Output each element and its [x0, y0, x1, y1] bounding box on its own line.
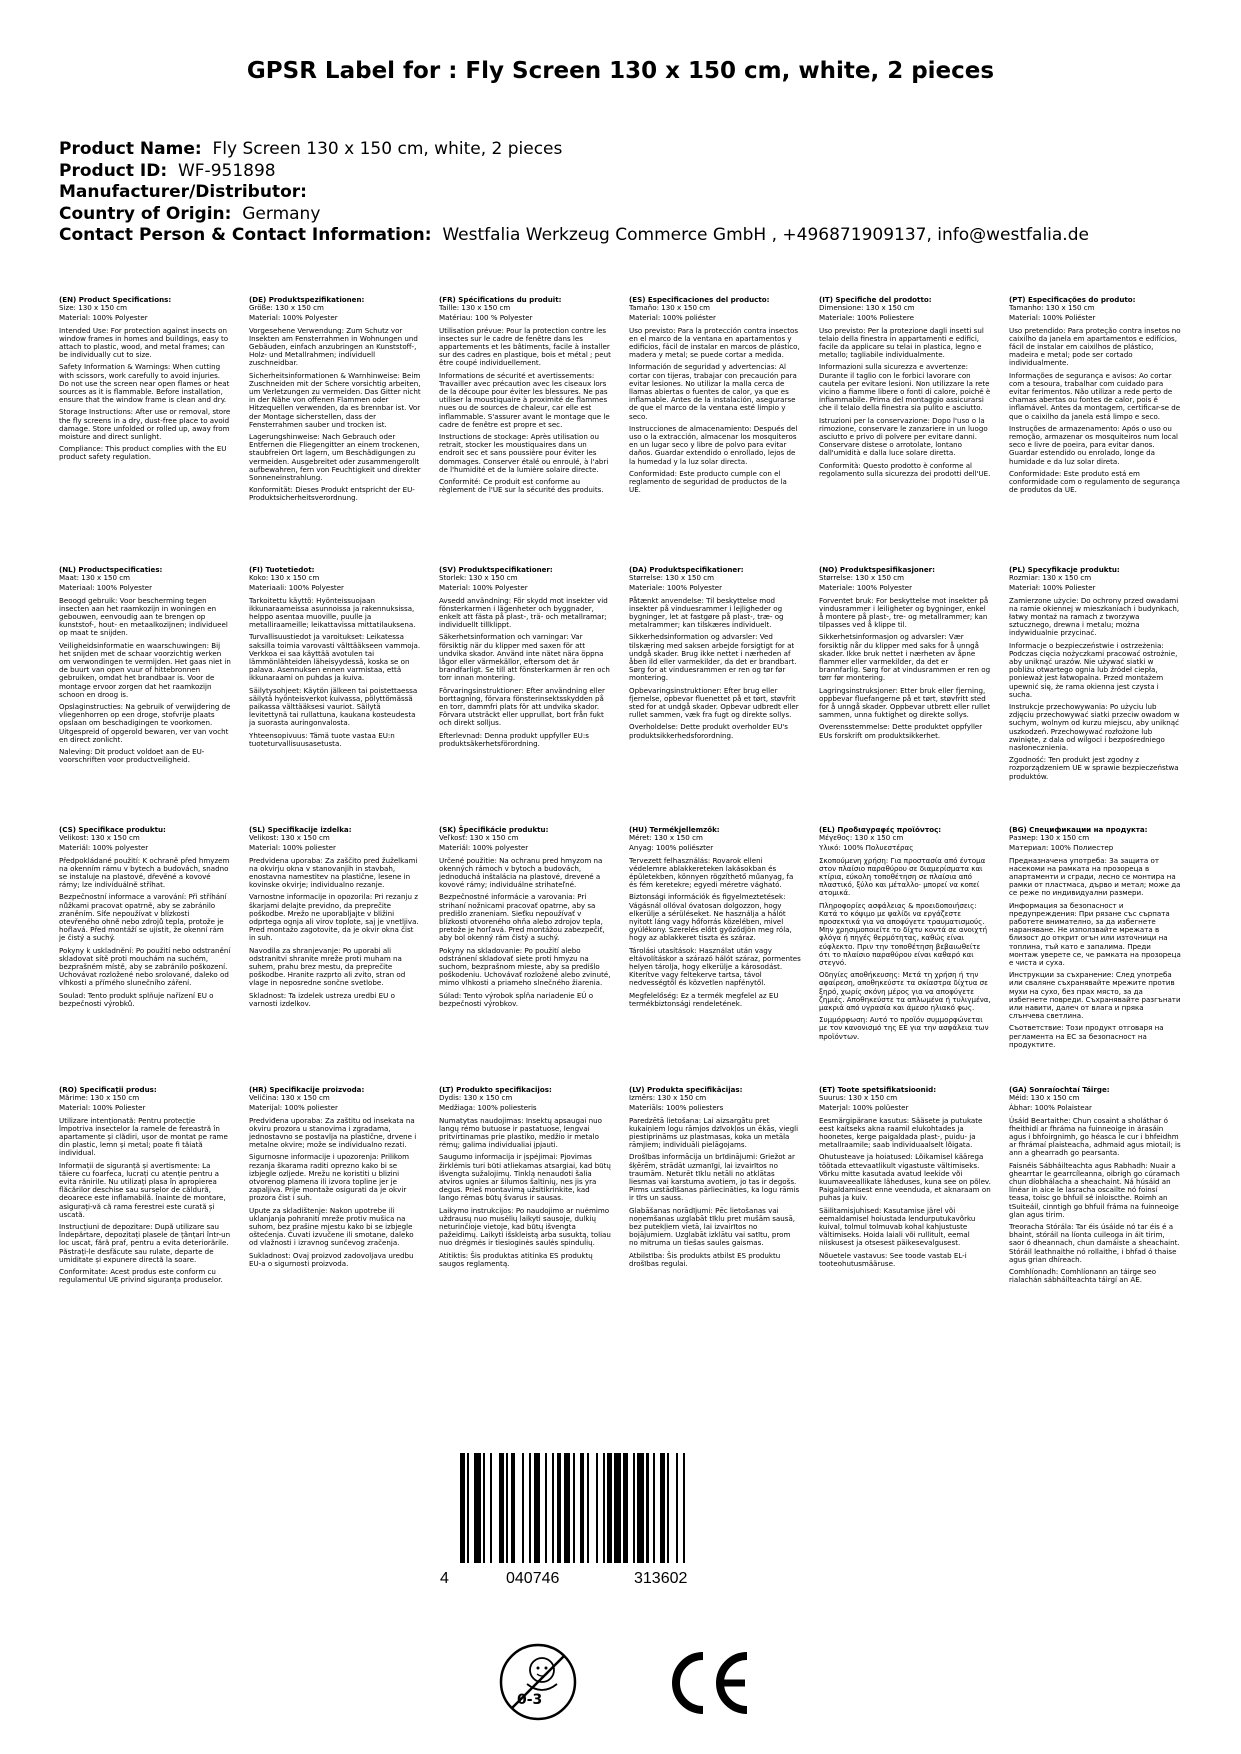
contact-line: Contact Person & Contact Information: Westfalia Werkzeug Commerce GmbH , +496871909137, info@westfalia.de	[59, 225, 1089, 245]
spec-line: Sicherheitsinformationen & Warnhinweise: Beim Zuschneiden mit der Schere vorsichtig arbeiten, um Verletzungen zu vermeiden. Das Gitter nicht in der Nähe von offenen Flammen oder Hitzequellen verwenden, da es brennbar ist. Vor der Montage sicherstellen, dass der Fensterrahmen sauber und trocken ist.	[249, 370, 421, 429]
spec-line: Materiale: 100% Polyester	[629, 583, 723, 593]
spec-line: Opslaginstructies: Na gebruik of verwijdering de vliegenhorren op een droge, stofvrije plaats opslaan om beschadigingen te voorkomen. Uitgespreid of opgerold bewaren, ver van vocht en direct zonlicht.	[59, 702, 231, 744]
barcode-bar	[490, 1453, 492, 1563]
spec-line: Sigurnosne informacije i upozorenja: Prilikom rezanja škarama raditi oprezno kako bi se izbjegle ozljede. Mrežu ne koristiti u blizini otvorenog plamena ili izvora topline jer je zapaljiva. Prije montaže osigurati da je okvir prozora čist i suh.	[249, 1152, 410, 1203]
spec-line: Treoracha Stórála: Tar éis úsáide nó tar éis é a bhaint, stóráil na líonta cuileoga in áit tirim, saor ó dheannach, chun damáiste a sheachaint. Stóráil leathnaithe nó rollaithe, i bhfad ó thaise agus grian dhíreach.	[1009, 1222, 1180, 1264]
spec-line: Dimensione: 130 x 150 cm	[819, 303, 915, 313]
spec-line: Σκοπούμενη χρήση: Για προστασία από έντομα στον πλαίσιο παραθύρου σε διαμερίσματα και κτίρια, εύκολη τοποθέτηση σε πλαίσια από πλαστικό, ξύλο και μέταλλο· μπορεί να κοπεί ατομικά.	[819, 855, 986, 898]
spec-line: Méid: 130 x 150 cm	[1009, 1093, 1080, 1103]
barcode-bar	[506, 1453, 508, 1563]
spec-block	[439, 826, 611, 1012]
barcode	[440, 1453, 760, 1608]
barcode-lead-digit: 4	[440, 1570, 449, 1587]
spec-heading: (CS) Specifikace produktu:	[59, 825, 166, 834]
spec-line: Biztonsági információk és figyelmeztetések: Vágásnál ollóval óvatosan dolgozzon, hogy elkerülje a sérüléseket. Ne használja a hálót nyitott láng vagy hőforrás közelében, mivel gyúlékony. Szerelés előtt győződjön meg róla, hogy az ablakkeret tiszta és száraz.	[629, 892, 792, 943]
spec-line: Izmērs: 130 x 150 cm	[629, 1093, 707, 1103]
barcode-bar	[623, 1453, 628, 1563]
spec-line: Sikkerhedsinformation og advarsler: Ved tilskæring med saksen arbejde forsigtigt for at undgå skader. Brug ikke nettet i nærheden af åben ild eller varmekilder, da det er brandbart. Sørg for at vinduesrammen er ren og tør før montering.	[629, 632, 797, 683]
spec-line: Turvallisuustiedot ja varoitukset: Leikatessa saksilla toimia varovasti välttääkseen vammoja. Verkkoa ei saa käyttää avotulen tai lämmönlähteiden läheisyydessä, koska se on palava. Asennuksen ennen varmistaa, että ikkunaraami on puhdas ja kuiva.	[249, 632, 421, 683]
spec-line: Материал: 100% Полиестер	[1009, 843, 1114, 853]
spec-line: Informations de sécurité et avertissements: Travailler avec précaution avec les ciseaux lors de la découpe pour éviter les blessures. Ne pas utiliser la moustiquaire à proximité de flammes nues ou de sources de chaleur, car elle est inflammable. S'assurer avant le montage que le cadre de fenêtre est propre et sec.	[439, 370, 610, 429]
spec-line: Storlek: 130 x 150 cm	[439, 573, 518, 583]
barcode-bar	[564, 1453, 571, 1563]
spec-heading: (LT) Produkto specifikacijos:	[439, 1085, 552, 1094]
spec-line: Tervezett felhasználás: Rovarok elleni védelemre ablakkereteken lakásokban és épületekben, könnyen rögzíthető műanyag, fa és fém keretekre; egyedi méretre vágható.	[629, 855, 794, 890]
spec-line: Saugumo informacija ir įspėjimai: Pjovimas žirklėmis turi būti atliekamas atsargiai, kad būtų išvengta sužalojimų. Tinklą nenaudoti šalia atviros ugnies ar šilumos šaltinių, nes jis yra degus. Prieš montavimą užsitikrinkite, kad lango rėmas būtų švarus ir sausas.	[439, 1152, 611, 1203]
spec-line: Instrukcje przechowywania: Po użyciu lub zdjęciu przechowywać siatki przeciw owadom w suchym, wolnym od kurzu miejscu, aby uniknąć uszkodzeń. Przechowywać rozłożone lub zwinięte, z dala od wilgoci i bezpośredniego nasłonecznienia.	[1009, 702, 1180, 753]
spec-line: Materiaali: 100% Polyester	[249, 583, 344, 593]
spec-line: Sikkerhetsinformasjon og advarsler: Vær forsiktig når du klipper med saks for å unngå skader. Ikke bruk nettet i nærheten av åpne flammer eller varmekilder, da det er brannfarlig. Sørg for at vindusrammen er ren og tørr før montering.	[819, 632, 991, 683]
barcode-bar	[529, 1453, 531, 1563]
spec-line: Instructions de stockage: Après utilisation ou retrait, stocker les moustiquaires dans un endroit sec et sans poussière pour éviter les dommages. Conserver étalé ou enroulé, à l'abri de l'humidité et de la lumière solaire directe.	[439, 432, 609, 474]
spec-line: Materiál: 100% polyester	[439, 843, 529, 853]
spec-block	[819, 1086, 991, 1272]
spec-line: Rozmiar: 130 x 150 cm	[1009, 573, 1092, 583]
spec-line: Pokyny na skladovanie: Po použití alebo odstránení skladovať siete proti hmyzu na suchom, bezprašnom mieste, aby sa predišlo poškodeniu. Uchovávať rozložené alebo zvinuté, mimo vlhkosti a priameho slnečného žiarenia.	[439, 945, 611, 988]
spec-line: Conformità: Questo prodotto è conforme al regolamento sulla sicurezza dei prodotti dell'UE.	[819, 460, 991, 478]
spec-line: Úsáid Beartaithe: Chun cosaint a sholáthar ó fheithidí ar fhráma na fuinneoige in árasáin agus i bhfoirgnimh, go héasca le cur i bhfeidhm ar fhrámaí plaisteacha, adhmaid agus miotail; is ann a ghearradh go pearsanta.	[1009, 1115, 1181, 1158]
spec-block	[1009, 566, 1181, 785]
spec-line: Συμμόρφωση: Αυτό το προϊόν συμμορφώνεται με τον κανονισμό της ΕΕ για την ασφάλεια των προϊόντων.	[819, 1015, 989, 1041]
spec-block	[439, 296, 611, 498]
spec-heading: (SK) Špecifikácie produktu:	[439, 825, 549, 834]
spec-heading: (PT) Especificações do produto:	[1009, 295, 1136, 304]
spec-line: Οδηγίες αποθήκευσης: Μετά τη χρήση ή την αφαίρεση, αποθηκεύστε τα σκίαστρα δίχτυα σε ξηρό, χωρίς σκόνη μέρος για να αποφύγετε ζημιές. Αποθηκεύστε τα απλωμένα ή τυλιγμένα, μακριά από υγρασία και άμεσο ηλιακό φως.	[819, 970, 991, 1013]
barcode-bar	[580, 1453, 585, 1563]
spec-line: Material: 100% Polyester	[439, 583, 528, 593]
spec-line: Material: 100% Poliester	[59, 1103, 146, 1113]
spec-block	[249, 296, 421, 507]
spec-line: Säkerhetsinformation och varningar: Var försiktig när du klipper med saxen för att undvika skador. Använd inte nätet nära öppna lågor eller värmekällor, eftersom det är brandfarligt. Se till att fönsterkarmen är ren och torr innan montering.	[439, 632, 610, 683]
barcode-bar	[646, 1453, 648, 1563]
spec-line: Compliance: This product complies with the EU product safety regulation.	[59, 444, 227, 462]
spec-line: Instruções de armazenamento: Após o uso ou remoção, armazenar os mosquiteiros num local seco e livre de poeira, para evitar danos. Guardar estendido ou enrolado, longe da humidade e da luz solar direta.	[1009, 423, 1179, 466]
manufacturer-line: Manufacturer/Distributor:	[59, 182, 307, 202]
spec-line: Naleving: Dit product voldoet aan de EU-voorschriften voor productveiligheid.	[59, 747, 205, 765]
spec-line: Säilitamisjuhised: Kasutamise järel või eemaldamisel hoiustada lendurputukavõrku kuival, tolmul tolmuvab kohal kahjustuste vältimiseks. Hoida laiali või rullitult, eemal niiskusest ja otsesest päikesevalgusest.	[819, 1205, 976, 1248]
spec-line: Předpokládané použití: K ochraně před hmyzem na okenním rámu v bytech a budovách, snadno se instaluje na plastové, dřevěné a kovové rámy; lze individuálně stříhat.	[59, 855, 230, 890]
spec-line: Materiale: 100% Poliestere	[819, 313, 914, 323]
spec-heading: (GA) Sonraíochtaí Táirge:	[1009, 1085, 1110, 1094]
spec-line: Lagringsinstruksjoner: Etter bruk eller fjerning, oppbevar fluefangerne på et tørt, støvfritt sted for å unngå skader. Oppbevar utbrett eller rullet sammen, unna fuktighet og direkte sollys.	[819, 685, 991, 720]
spec-line: Materijal: 100% poliester	[249, 1103, 338, 1113]
spec-block	[439, 1086, 611, 1272]
spec-line: Conformidad: Este producto cumple con el reglamento de seguridad de productos de la UE.	[629, 468, 787, 495]
spec-line: Soulad: Tento produkt splňuje nařízení EU o bezpečnosti výrobků.	[59, 990, 214, 1008]
spec-line: Conformitate: Acest produs este conform cu regulamentul UE privind siguranța produselor.	[59, 1267, 223, 1285]
spec-block	[249, 566, 421, 752]
spec-line: Größe: 130 x 150 cm	[249, 303, 324, 313]
spec-block	[249, 826, 421, 1012]
spec-line: Materiāls: 100% poliesters	[629, 1103, 724, 1113]
spec-line: Atitiktis: Šis produktas atitinka ES produktų saugos reglamentą.	[439, 1250, 593, 1268]
spec-line: Instrucciones de almacenamiento: Después del uso o la extracción, almacenar los mosquiteros en un lugar seco y libre de polvo para evitar daños. Guardar extendido o enrollado, lejos de la humedad y la luz solar directa.	[629, 423, 798, 466]
spec-line: Utilisation prévue: Pour la protection contre les insectes sur le cadre de fenêtre dans les appartements et les bâtiments, facile à installer sur des cadres en plastique, bois et métal ; peut être coupé individuellement.	[439, 325, 611, 368]
spec-line: Suurus: 130 x 150 cm	[819, 1093, 898, 1103]
spec-line: Material: 100% Polyester	[59, 313, 148, 323]
spec-line: Информация за безопасност и предупреждения: При рязане със сърпата работете внимателно, за да избегнете нараняванe. Не използвайте мрежата в близост до открит огън или източници на топлина, тъй като е запалима. Преди монтаж уверете се, че рамката на прозореца е чиста и суха.	[1009, 900, 1181, 968]
spec-line: Velikost: 130 x 150 cm	[59, 833, 140, 843]
spec-line: Conformidade: Este produto está em conformidade com o regulamento de segurança de produtos da UE.	[1009, 468, 1180, 495]
spec-line: Πληροφορίες ασφάλειας & προειδοποιήσεις: Κατά το κόψιμο με ψαλίδι να εργάζεστε προσεκτικά για να αποφύγετε τραυματισμούς. Μην χρησιμοποιείτε το δίχτυ κοντά σε ανοιχτή φλόγα ή πηγές θερμότητας, καθώς είναι εύφλεκτο. Πριν την τοποθέτηση βεβαιωθείτε ότι το πλαίσιο παραθύρου είναι καθαρό και στεγνό.	[819, 900, 988, 968]
spec-line: Maat: 130 x 150 cm	[59, 573, 131, 583]
spec-line: Materiale: 100% Polyester	[819, 583, 913, 593]
spec-block	[59, 1086, 231, 1288]
spec-block	[1009, 296, 1181, 498]
spec-line: Información de seguridad y advertencias: Al cortar con tijeras, trabajar con precaución para evitar lesiones. No utilizar la malla cerca de llamas abiertas o fuentes de calor, ya que es inflamable. Antes de la instalación, asegurarse de que el marco de la ventana esté limpio y seco.	[629, 362, 797, 421]
spec-line: Size: 130 x 150 cm	[59, 303, 128, 313]
spec-line: Pokyny k uskladnění: Po použití nebo odstranění skladovat sítě proti mouchám na suchém, bezprašném místě, aby se zabránilo poškození. Uchovávat rozložené nebo srolované, daleko od vlhkosti a přímého slunečního záření.	[59, 945, 231, 988]
barcode-bar	[557, 1453, 562, 1563]
spec-heading: (DA) Produktspecifikationer:	[629, 565, 744, 574]
spec-heading: (NO) Produktspesifikasjoner:	[819, 565, 935, 574]
barcode-bar	[633, 1453, 635, 1563]
spec-line: Skladnost: Ta izdelek ustreza uredbi EU o varnosti izdelkov.	[249, 990, 395, 1008]
spec-line: Paredzētā lietošana: Lai aizsargātu pret kukaiņiem logu rāmjos dzīvokļos un ēkās, viegli piestiprināms uz plastmasas, koka un metāla rāmjiem; individuāli pielāgojams.	[629, 1115, 799, 1150]
spec-line: Предназначена употреба: За защита от насекоми на рамката на прозореца в апартаменти и сгради, лесно се монтира на рамки от пластмаса, дърво и метал; може да се реже по индивидуални размери.	[1009, 855, 1181, 898]
spec-block	[819, 296, 991, 482]
spec-line: Méret: 130 x 150 cm	[629, 833, 703, 843]
barcode-bar	[467, 1453, 469, 1563]
spec-line: Μέγεθος: 130 x 150 cm	[819, 833, 904, 843]
barcode-bar	[683, 1453, 685, 1563]
spec-line: Zamierzone użycie: Do ochrony przed owadami na ramie okiennej w mieszkaniach i budynkach, łatwy montaż na ramach z tworzywa sztucznego, drewna i metalu; można indywidualnie przycinać.	[1009, 595, 1180, 638]
spec-line: Υλικό: 100% Πολυεστέρας	[819, 843, 914, 853]
barcode-left-digits: 040746	[506, 1570, 560, 1587]
spec-line: Bezpečnostné informácie a varovania: Pri strihaní nožnicami pracovať opatrne, aby sa predišlo zraneniam. Sieťku nepoužívať v blízkosti otvoreného ohňa alebo zdrojov tepla, pretože je horľavá. Pred montážou zabezpečiť, aby bol okenný rám čistý a suchý.	[439, 892, 605, 943]
barcode-bar	[460, 1453, 465, 1563]
age-warning-icon	[497, 1640, 579, 1724]
spec-line: Sukladnost: Ovaj proizvod zadovoljava uredbu EU-a o sigurnosti proizvoda.	[249, 1250, 414, 1268]
spec-block	[59, 296, 231, 466]
spec-line: Инструкции за съхранение: След употреба или сваляне съхранявайте мрежите против мухи на сухо, без прах място, за да избегнете повреди. Съхранявайте разгънати или навити, далеч от влага и пряка слънчева светлина.	[1009, 970, 1181, 1021]
barcode-bar	[587, 1453, 589, 1563]
spec-line: Avsedd användning: För skydd mot insekter vid fönsterkarmen i lägenheter och byggnader, enkelt att fästa på plast-, trä- och metallramar; individuellt tillklippt.	[439, 595, 608, 630]
spec-line: Materiál: 100% polyester	[59, 843, 149, 853]
spec-line: Overholdelse: Dette produkt overholder EU's produktsikkerhedsforordning.	[629, 722, 788, 740]
spec-block	[1009, 1086, 1181, 1288]
spec-line: Medžiaga: 100% poliesteris	[439, 1103, 537, 1113]
country-line: Country of Origin: Germany	[59, 203, 321, 224]
spec-heading: (FR) Spécifications du produit:	[439, 295, 562, 304]
spec-heading: (EN) Product Specifications:	[59, 295, 172, 304]
spec-block	[629, 566, 801, 744]
barcode-bar	[573, 1453, 575, 1563]
spec-line: Tamanho: 130 x 150 cm	[1009, 303, 1095, 313]
barcode-bar	[522, 1453, 524, 1563]
spec-block	[629, 296, 801, 498]
spec-heading: (ES) Especificaciones del producto:	[629, 295, 770, 304]
spec-block	[59, 826, 231, 1012]
spec-heading: (BG) Спецификации на продукта:	[1009, 825, 1148, 834]
spec-line: Matériau: 100 % Polyester	[439, 313, 533, 323]
spec-block	[819, 826, 991, 1045]
spec-line: Materjal: 100% polüester	[819, 1103, 909, 1113]
barcode-bar	[596, 1453, 598, 1563]
spec-line: Numatytas naudojimas: Insektų apsaugai nuo langų rėmo butuose ir pastatuose, lengvai pritvirtinamas prie plastiko, medžio ir metalo rėmų; galima individualiai įpjauti.	[439, 1115, 602, 1150]
spec-line: Vorgesehene Verwendung: Zum Schutz vor Insekten am Fensterrahmen in Wohnungen und Gebäuden, einfach anzubringen an Kunststoff-, Holz- und Metallrahmen; individuell zuschneidbar.	[249, 325, 418, 368]
page-title: GPSR Label for : Fly Screen 130 x 150 cm, white, 2 pieces	[246, 58, 995, 84]
product-info	[59, 139, 1189, 247]
barcode-bar	[637, 1453, 644, 1563]
spec-line: Intended Use: For protection against insects on window frames in homes and buildings, easy to attach to plastic, wood, and metal frames; can be individually cut to size.	[59, 325, 229, 360]
spec-line: Veličina: 130 x 150 cm	[249, 1093, 330, 1103]
spec-heading: (HU) Termékjellemzők:	[629, 825, 720, 834]
spec-line: Uso pretendido: Para proteção contra insetos no caixilho da janela em apartamentos e edifícios, fácil de instalar em caixilhos de plástico, madeira e metal; pode ser cortado individualmente.	[1009, 325, 1181, 368]
spec-line: Tárolási utasítások: Használat után vagy eltávolításkor a szárazó hálót száraz, pormentes helyen tárolja, hogy elkerülje a károsodást. Kiterítve vagy feltekerve tartsa, távol nedvességtől és közvetlen napfénytől.	[629, 945, 801, 988]
spec-line: Efterlevnad: Denna produkt uppfyller EU:s produktsäkerhetsförordning.	[439, 730, 589, 748]
spec-block	[1009, 826, 1181, 1053]
barcode-bar	[660, 1453, 665, 1563]
barcode-bar	[552, 1453, 554, 1563]
age-label: 0-3	[517, 1692, 543, 1708]
barcode-bar	[676, 1453, 678, 1563]
spec-line: Påtænkt anvendelse: Til beskyttelse mod insekter på vinduesrammer i lejligheder og bygninger, let at fastgøre på plast-, træ- og metalrammer; kan tilskæres individuelt.	[629, 595, 784, 630]
barcode-bar	[653, 1453, 655, 1563]
spec-line: Materiał: 100% Poliester	[1009, 583, 1096, 593]
spec-line: Veľkosť: 130 x 150 cm	[439, 833, 519, 843]
spec-line: Súlad: Tento výrobok spĺňa nariadenie EÚ o bezpečnosti výrobkov.	[439, 990, 594, 1008]
barcode-bar	[614, 1453, 621, 1563]
spec-line: Faisnéis Sábháilteachta agus Rabhadh: Nuair a ghearrtar le gearrcíleanna, oibrigh go cúramach chun díobhálacha a sheachaint. Ná húsáid an línéar in aice le lasracha oscailte nó foinsí teasa, toisc go bhfuil sé inloiscthe. Roimh an tSuiteáil, cinntigh go bhfuil fráma na fuinneoige glan agus tirim.	[1009, 1160, 1180, 1219]
spec-line: Konformität: Dieses Produkt entspricht der EU-Produktsicherheitsverordnung.	[249, 485, 415, 503]
spec-line: Tarkoitettu käyttö: Hyönteissuojaan ikkunaraameissa asunnoissa ja rakennuksissa, helppo asentaa muoville, puulle ja metallirаameille; leikattavissa mittatilauksena.	[249, 595, 416, 630]
barcode-bar	[499, 1453, 504, 1563]
spec-line: Størrelse: 130 x 150 cm	[629, 573, 715, 583]
spec-line: Zgodność: Ten produkt jest zgodny z rozporządzeniem UE w sprawie bezpieczeństwa produktów.	[1009, 755, 1179, 781]
barcode-bar	[474, 1453, 481, 1563]
spec-line: Conformité: Ce produit est conforme au règlement de l'UE sur la sécurité des produits.	[439, 477, 604, 495]
spec-line: Informações de segurança e avisos: Ao cortar com a tesoura, trabalhar com cuidado para evitar ferimentos. Não utilizar a rede perto de chamas abertas ou fontes de calor, pois é inflamável. Antes da montagem, certificar-se de que o caixilho da janela está limpo e seco.	[1009, 370, 1181, 421]
spec-heading: (NL) Productspecificaties:	[59, 565, 163, 574]
spec-line: Drošības informācija un brīdinājumi: Griežot ar šķērēm, strādāt uzmanīgi, lai izvairītos no traumām. Neturēt tīklu netāli no atklātas liesmas vai karstuma avotiem, jo tas ir degošs. Pirms uzstādīšanas pārliecināties, ka logu rāmis ir tīrs un sauss.	[629, 1152, 800, 1203]
barcode-bar	[545, 1453, 547, 1563]
spec-block	[629, 826, 801, 1012]
spec-line: Informazioni sulla sicurezza e avvertenze: Durante il taglio con le forbici lavorare con cautela per evitare lesioni. Non utilizzare la rete vicino a fiamme libere o fonti di calore, poiché è infiammabile. Prima del montaggio assicurarsi che il telaio della finestra sia pulito e asciutto.	[819, 362, 991, 413]
barcode-right-digits: 313602	[634, 1570, 688, 1587]
spec-line: Atbilstība: Šis produkts atbilst ES produktu drošības regulai.	[629, 1250, 781, 1268]
product-id-line: Product ID: WF-951898	[59, 160, 276, 181]
spec-block	[59, 566, 231, 768]
spec-line: Comhlíonadh: Comhlíonann an táirge seo rialachán sábháilteachta táirgí an AE.	[1009, 1267, 1157, 1285]
spec-line: Anyag: 100% poliészter	[629, 843, 714, 853]
spec-heading: (SL) Specifikacije izdelka:	[249, 825, 352, 834]
spec-line: Navodila za shranjevanje: Po uporabi ali odstranitvi shranite mreže proti muham na suhem, prahu brez mestu, da preprečite poškodbe. Hranite razprto ali zvito, stran od vlage in neposredne sončne svetlobe.	[249, 945, 406, 988]
spec-line: Overensstemmelse: Dette produktet oppfyller EUs forskrift om produktsikkerhet.	[819, 722, 983, 740]
spec-line: Safety Information & Warnings: When cutting with scissors, work carefully to avoid injuries. Do not use the screen near open flames or heat sources as it is flammable. Before installation, ensure that the window frame is clean and dry.	[59, 362, 230, 405]
spec-line: Material: 100% Poliéster	[1009, 313, 1096, 323]
spec-block	[249, 1086, 421, 1272]
spec-line: Ohutusteave ja hoiatused: Lõikamisel käärega töötada ettevaatlikult vigastuste vältimiseks. Võrku mitte kasutada avatud leekide või kuumaveeallikate läheduses, kuna see on põlev. Paigaldamisest enne veenduda, et aknaraam on puhas ja kuiv.	[819, 1152, 991, 1203]
spec-line: Istruzioni per la conservazione: Dopo l'uso o la rimozione, conservare le zanzariere in un luogo asciutto e privo di polvere per evitare danni. Conservare distese o arrotolate, lontano dall'umidità e dalla luce solare diretta.	[819, 415, 988, 458]
spec-line: Taille: 130 x 150 cm	[439, 303, 511, 313]
spec-line: Glabāšanas norādījumi: Pēc lietošanas vai noņemšanas uzglabāt tīklu pret mušām sausā, bez putekļiem vietā, lai izvairītos no bojājumiem. Uzglabāt izklātu vai satītu, prom no mitruma un tiešas saules gaismas.	[629, 1205, 796, 1248]
spec-heading: (LV) Produkta specifikācijas:	[629, 1085, 743, 1094]
spec-line: Storage Instructions: After use or removal, store the fly screens in a dry, dust-free place to avoid damage. Store unfolded or rolled up, away from moisture and direct sunlight.	[59, 407, 231, 442]
spec-line: Förvaringsinstruktioner: Efter användning eller borttagning, förvara fönsterinsektsskydden på en torr, dammfri plats för att undvika skador. Förvara utsträckt eller upprullat, bort från fukt och direkt solljus.	[439, 685, 605, 728]
spec-line: Varnostne informacije in opozorila: Pri rezanju z škarjami delajte previdno, da preprečite poškodbe. Mrežo ne uporabljajte v bližini odprtega ognja ali virov toplote, saj je vnetljiva. Pred montažo zagotovite, da je okvir okna čist in suh.	[249, 892, 419, 943]
spec-line: Mărime: 130 x 150 cm	[59, 1093, 140, 1103]
spec-line: Megfelelőség: Ez a termék megfelel az EU termékbiztonsági rendeletének.	[629, 990, 779, 1008]
spec-line: Uso previsto: Para la protección contra insectos en el marco de la ventana en apartamentos y edificios, fácil de instalar en marcos de plástico, madera y metal; se puede cortar a medida.	[629, 325, 800, 360]
spec-line: Informacje o bezpieczeństwie i ostrzeżenia: Podczas cięcia nożyczkami pracować ostrożnie, aby uniknąć urazów. Nie używać siatki w pobliżu otwartego ognia lub źródeł ciepła, ponieważ jest łatwopalna. Przed montażem upewnić się, że rama okienna jest czysta i sucha.	[1009, 640, 1178, 699]
spec-line: Informații de siguranță și avertismente: La tăiere cu foarfeca, lucrați cu atenție pentru a evita rănirile. Nu utilizați plasa în apropierea flăcărilor deschise sau surselor de căldură, deoarece este inflamabilă. Înainte de montare, asigurați-vă că rama ferestrei este curată și uscată.	[59, 1160, 226, 1219]
spec-block	[819, 566, 991, 744]
spec-line: Upute za skladištenje: Nakon upotrebe ili uklanjanja pohraniti mreže protiv mušica na suhom, bez prašine mjestu kako bi se izbjegle oštećenja. Čuvati izvučene ili smotane, daleko od vlažnosti i izravnog sunčevog zračenja.	[249, 1205, 414, 1248]
spec-heading: (RO) Specificații produs:	[59, 1085, 157, 1094]
barcode-bars	[460, 1453, 750, 1563]
spec-line: Material: 100% poliester	[249, 843, 336, 853]
spec-heading: (SV) Produktspecifikationer:	[439, 565, 553, 574]
spec-line: Lagerungshinweise: Nach Gebrauch oder Entfernen die Fliegengitter an einem trockenen, staubfreien Ort lagern, um Beschädigungen zu vermeiden. Ausgebreitet oder zusammengerollt aufbewahren, fern von Feuchtigkeit und direkter Sonneneinstrahlung.	[249, 432, 421, 483]
barcode-bar	[534, 1453, 541, 1563]
spec-line: Uso previsto: Per la protezione dagli insetti sul telaio della finestra in appartamenti e edifici, facile da applicare su telai in plastica, legno e metallo; tagliabile individualmente.	[819, 325, 984, 360]
spec-line: Predviđena uporaba: Za zaštitu od insekata na okviru prozora u stanovima i zgradama, jednostavno se postavlja na plastične, drvene i metalne okvire; može se individualno rezati.	[249, 1115, 417, 1150]
spec-line: Určené použitie: Na ochranu pred hmyzom na okenných rámoch v bytoch a budovách, jednoduchá inštalácia na plastové, drevené a kovové rámy; individuálne strihateľné.	[439, 855, 603, 890]
spec-line: Velikost: 130 x 150 cm	[249, 833, 330, 843]
barcode-bar	[511, 1453, 516, 1563]
spec-line: Predvidena uporaba: Za zaščito pred žuželkami na okvirju okna v stanovanjih in stavbah, enostavna namestitev na plastične, lesene in kovinske okvirje; individualno rezanje.	[249, 855, 418, 890]
spec-line: Съответствие: Този продукт отговаря на регламента на ЕС за безопасност на продуктите.	[1009, 1023, 1164, 1049]
spec-line: Yhteensopivuus: Tämä tuote vastaa EU:n tuoteturvallisuusasetusta.	[249, 730, 395, 748]
product-name-line: Product Name: Fly Screen 130 x 150 cm, white, 2 pieces	[59, 139, 563, 159]
ce-mark-icon	[667, 1650, 753, 1716]
spec-line: Koko: 130 x 150 cm	[249, 573, 320, 583]
spec-heading: (FI) Tuotetiedot:	[249, 565, 315, 574]
spec-line: Størrelse: 130 x 150 cm	[819, 573, 905, 583]
spec-block	[629, 1086, 801, 1272]
spec-heading: (EL) Προδιαγραφές προϊόντος:	[819, 825, 942, 834]
spec-line: Laikymo instrukcijos: Po naudojimo ar nuėmimo uždrausų nuo musėlių laikyti sausoje, dulkių neturinčioje vietoje, kad būtų išvengta pažeidimų. Laikyti išskleistą arba susuktą, toliau nuo drėgmės ir tiesioginės saulės spindulių.	[439, 1205, 611, 1248]
spec-line: Instrucțiuni de depozitare: După utilizare sau îndepărtare, depozitați plasele de țânțari într-un loc uscat, fără praf, pentru a evita deteriorările. Păstrați-le desfăcute sau rulate, departe de umiditate și expunere directă la soare.	[59, 1222, 231, 1264]
spec-block	[439, 566, 611, 752]
barcode-bar	[667, 1453, 669, 1563]
spec-heading: (DE) Produktspezifikationen:	[249, 295, 365, 304]
spec-line: Material: 100% Polyester	[249, 313, 338, 323]
spec-line: Bezpečnostní informace a varování: Při stříhání nůžkami pracovat opatrně, aby se zabránilo zraněním. Síťe nepoužívat v blízkosti otevřeného ohně nebo zdrojů tepla, protože je hořlavá. Před montáží se ujistit, že okenní rám je čistý a suchý.	[59, 892, 227, 943]
spec-line: Beoogd gebruik: Voor bescherming tegen insecten aan het raamkozijn in woningen en gebouwen, eenvoudig aan te brengen op kunststof-, hout- en metaalkozijnen; individueel op maat te snijden.	[59, 595, 228, 638]
spec-line: Dydis: 130 x 150 cm	[439, 1093, 513, 1103]
spec-line: Opbevaringsinstruktioner: Efter brug eller fjernelse, opbevar fluenettet på et tørt, støvfrit sted for at undgå skader. Opbevar udbredt eller rullet sammen, væk fra fugt og direkte sollys.	[629, 685, 799, 720]
spec-heading: (PL) Specyfikacje produktu:	[1009, 565, 1120, 574]
barcode-bar	[603, 1453, 605, 1563]
spec-line: Materiaal: 100% Polyester	[59, 583, 153, 593]
spec-line: Tamaño: 130 x 150 cm	[629, 303, 711, 313]
spec-heading: (ET) Toote spetsifikatsioonid:	[819, 1085, 937, 1094]
spec-line: Forventet bruk: For beskyttelse mot insekter på vindusrammer i leiligheter og bygninger, enkel å montere på plast-, tre- og metallrammer; kan tilpasses ved å klippe til.	[819, 595, 989, 630]
spec-line: Material: 100% poliéster	[629, 313, 716, 323]
barcode-bar	[607, 1453, 612, 1563]
spec-heading: (IT) Specifiche del prodotto:	[819, 295, 932, 304]
spec-line: Nõuetele vastavus: See toode vastab EL-i tooteohutusmääruse.	[819, 1250, 967, 1268]
barcode-bar	[483, 1453, 485, 1563]
spec-line: Размер: 130 x 150 cm	[1009, 833, 1090, 843]
spec-line: Säilytysohjeet: Käytön jälkeen tai poistettaessa säilytä hyönteisverkot kuivassa, pölyttömässä paikassa välttääksesi vauriot. Säilytä levitettynä tai rullattuna, kaukana kosteudesta ja suorasta auringonvalosta.	[249, 685, 418, 728]
spec-line: Veiligheidsinformatie en waarschuwingen: Bij het snijden met de schaar voorzichtig werken om verwondingen te vermijden. Het gaas niet in de buurt van open vuur of hittebronnen gebruiken, omdat het brandbaar is. Voor de montage ervoor zorgen dat het raamkozijn schoon en droog is.	[59, 640, 231, 699]
spec-line: Utilizare intenționată: Pentru protecție împotriva insectelor la ramele de fereastră în apartamente și clădiri, ușor de montat pe rame din plastic, lemn și metal; poate fi tăiată individual.	[59, 1115, 228, 1158]
spec-line: Ábhar: 100% Polaistear	[1009, 1103, 1092, 1113]
spec-line: Eesmärgipärane kasutus: Sääsete ja putukate eest kaitseks akna raamil elukohtades ja hoonetes, kerge paigaldada plast-, puidu- ja metallraamile; saab individuaalselt lõigata.	[819, 1115, 983, 1150]
spec-heading: (HR) Specifikacije proizvoda:	[249, 1085, 365, 1094]
